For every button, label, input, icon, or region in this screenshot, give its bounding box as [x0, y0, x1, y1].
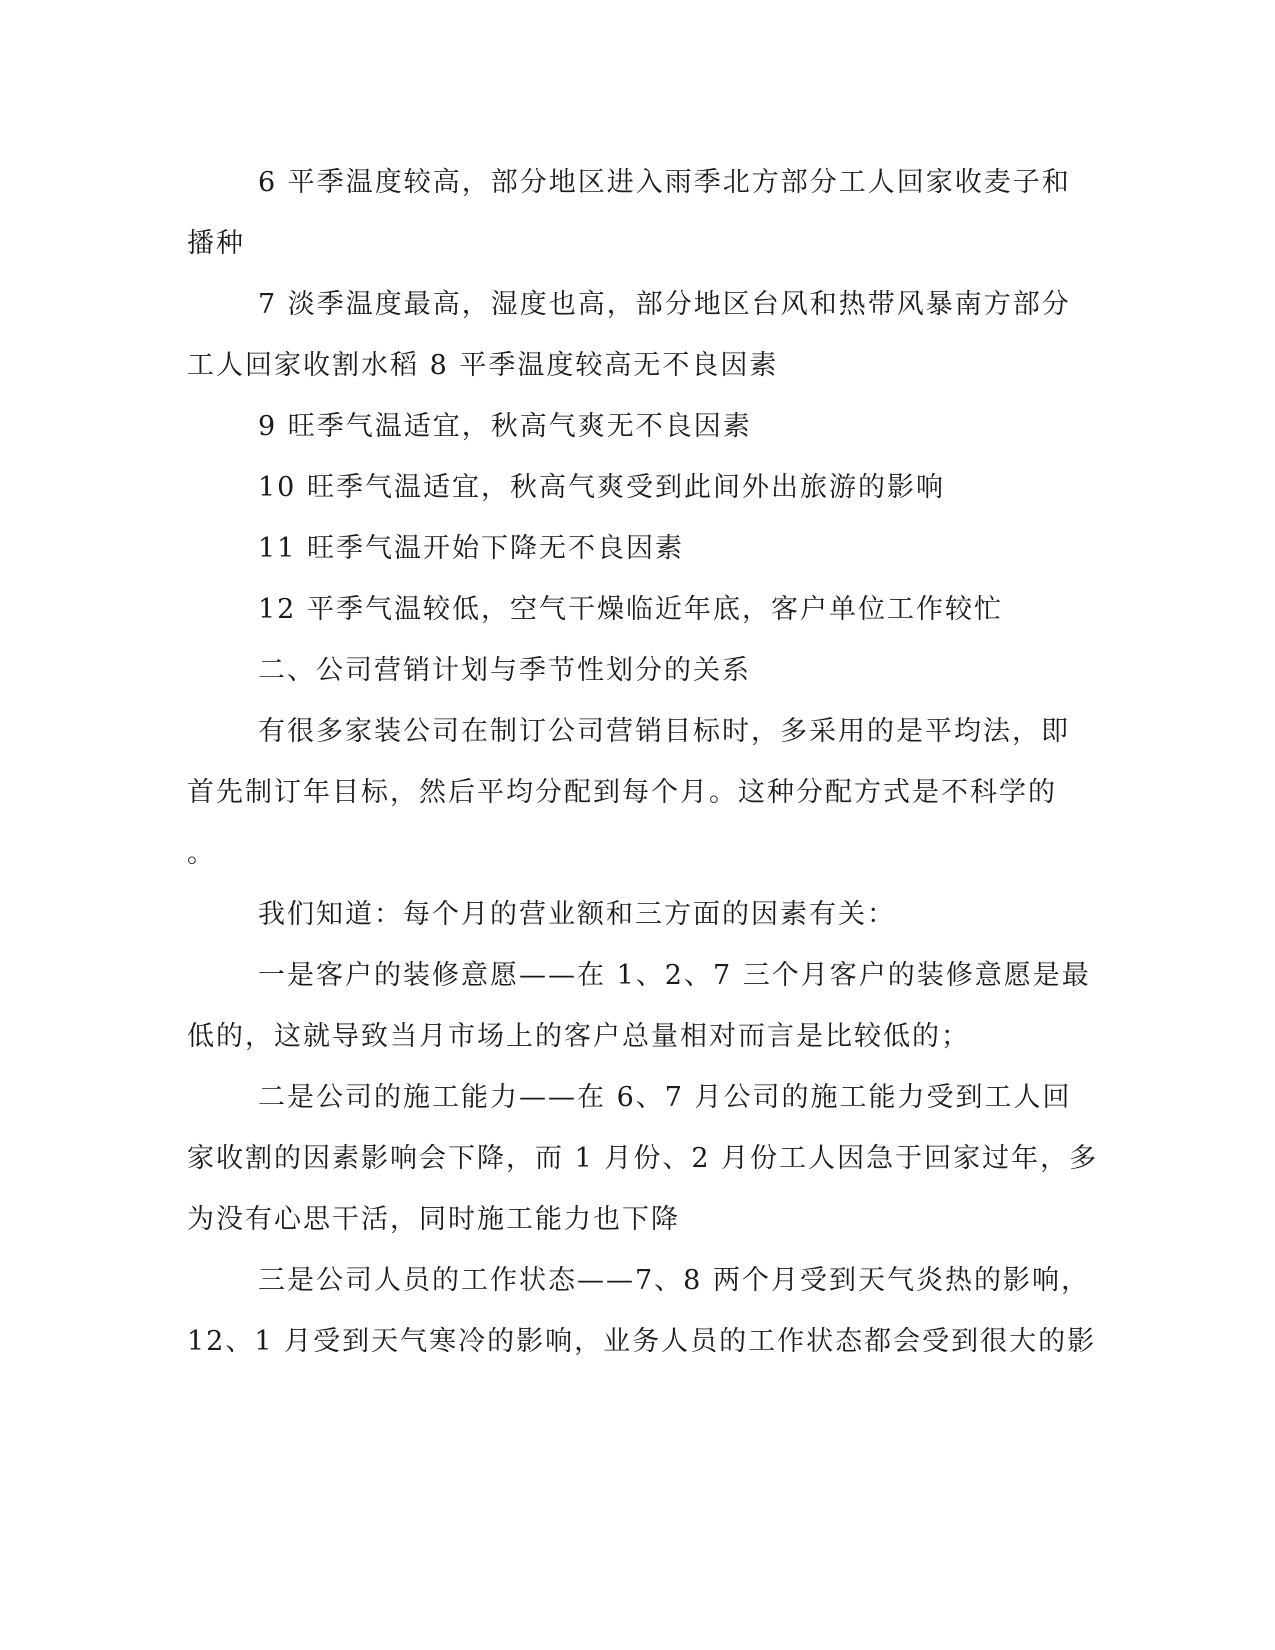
- text-line: 12 平季气温较低，空气干燥临近年底，客户单位工作较忙: [258, 594, 1003, 625]
- text-line: 二、公司营销计划与季节性划分的关系: [258, 655, 751, 686]
- paragraph-month-7-8: [187, 274, 1087, 396]
- paragraph-factor-1: [187, 945, 1091, 1067]
- paragraph-month-11: [187, 518, 1087, 579]
- document-body: [187, 152, 1099, 1372]
- paragraph-factor-3: [187, 1250, 1097, 1372]
- text-line: 首先制订年目标，然后平均分配到每个月。这种分配方式是不科学的: [187, 777, 1057, 808]
- text-line: 播种: [187, 228, 245, 259]
- section-heading-2: [187, 640, 1087, 701]
- text-line: 二是公司的施工能力——在 6、7 月公司的施工能力受到工人回: [258, 1082, 1072, 1113]
- paragraph-month-10: [187, 457, 1087, 518]
- text-line: 10 旺季气温适宜，秋高气爽受到此间外出旅游的影响: [258, 472, 945, 503]
- text-line: 11 旺季气温开始下降无不良因素: [258, 533, 684, 564]
- text-line: 三是公司人员的工作状态——7、8 两个月受到天气炎热的影响，: [258, 1265, 1090, 1296]
- paragraph-three-factors: [187, 884, 1087, 945]
- text-line: 低的，这就导致当月市场上的客户总量相对而言是比较低的；: [187, 1021, 970, 1052]
- paragraph-month-6: [187, 152, 1087, 274]
- paragraph-average-method: [187, 701, 1087, 884]
- text-line: 工人回家收割水稻 8 平季温度较高无不良因素: [187, 350, 779, 381]
- text-line: 有很多家装公司在制订公司营销目标时，多采用的是平均法，即: [258, 716, 1070, 747]
- text-line: 我们知道：每个月的营业额和三方面的因素有关：: [258, 899, 896, 930]
- text-line: 一是客户的装修意愿——在 1、2、7 三个月客户的装修意愿是最: [258, 960, 1091, 991]
- text-line: 7 淡季温度最高，湿度也高，部分地区台风和热带风暴南方部分: [258, 289, 1071, 320]
- text-line: 9 旺季气温适宜，秋高气爽无不良因素: [258, 411, 752, 442]
- paragraph-factor-2: [187, 1067, 1099, 1250]
- text-line: 为没有心思干活，同时施工能力也下降: [187, 1204, 680, 1235]
- text-line: 6 平季温度较高，部分地区进入雨季北方部分工人回家收麦子和: [258, 167, 1071, 198]
- paragraph-month-12: [187, 579, 1087, 640]
- text-line: 。: [187, 838, 216, 869]
- text-line: 12、1 月受到天气寒冷的影响，业务人员的工作状态都会受到很大的影: [187, 1326, 1097, 1357]
- text-line: 家收割的因素影响会下降，而 1 月份、2 月份工人因急于回家过年，多: [187, 1143, 1099, 1174]
- paragraph-month-9: [187, 396, 1087, 457]
